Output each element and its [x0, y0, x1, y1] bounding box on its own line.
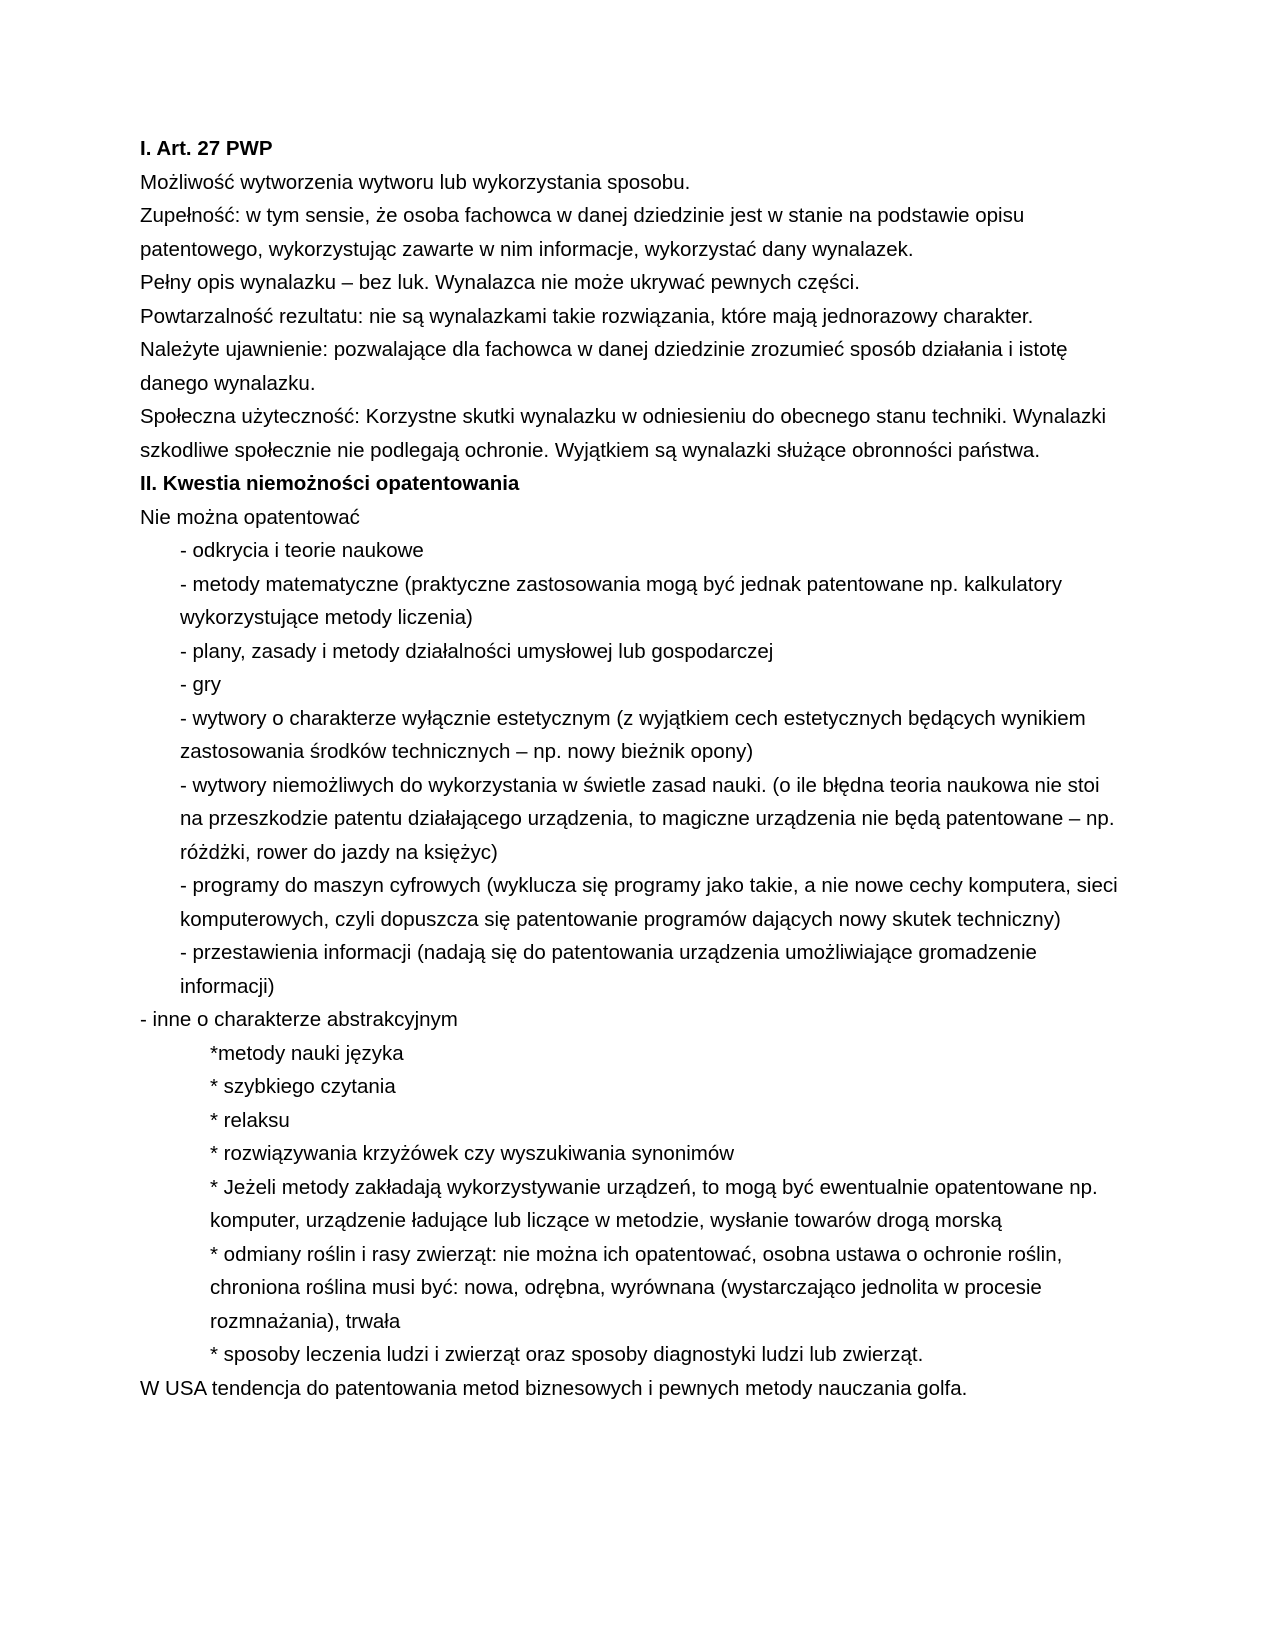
list-item: * relaksu [210, 1108, 290, 1132]
document-body [140, 132, 1125, 1405]
paragraph: Pełny opis wynalazku – bez luk. Wynalazca nie może ukrywać pewnych części. [140, 271, 860, 294]
list-item: * Jeżeli metody zakładają wykorzystywanie urządzeń, to mogą być ewentualnie opatentowane np. komputer, urządzenie ładujące lub liczące w metodzie, wysłanie towarów drogą morską [210, 1175, 1098, 1232]
list-item: *metody nauki języka [210, 1041, 404, 1065]
section-intro: Nie można opatentować [140, 505, 360, 529]
list-item: * odmiany roślin i rasy zwierząt: nie można ich opatentować, osobna ustawa o ochronie roślin, chroniona roślina musi być: nowa, odrębna, wyrównana (wystarczająco jednolita w procesie rozmnażania), trwała [210, 1242, 1063, 1333]
paragraph: Należyte ujawnienie: pozwalające dla fachowca w danej dziedzinie zrozumieć sposób działania i istotę danego wynalazku. [140, 338, 1068, 395]
list-item: - programy do maszyn cyfrowych (wyklucza się programy jako takie, a nie nowe cechy komputera, sieci komputerowych, czyli dopuszcza się patentowanie programów dających nowy skutek techniczny) [180, 874, 1118, 931]
paragraph: Zupełność: w tym sensie, że osoba fachowca w danej dziedzinie jest w stanie na podstawie opisu patentowego, wykorzystując zawarte w nim informacje, wykorzystać dany wynalazek. [140, 204, 1025, 261]
section-heading-1: I. Art. 27 PWP [140, 137, 273, 160]
paragraph: Powtarzalność rezultatu: nie są wynalazkami takie rozwiązania, które mają jednorazowy charakter. [140, 304, 1034, 328]
closing-paragraph: W USA tendencja do patentowania metod biznesowych i pewnych metody nauczania golfa. [140, 1376, 968, 1400]
list-item: * rozwiązywania krzyżówek czy wyszukiwania synonimów [210, 1142, 735, 1165]
list-item: - przestawienia informacji (nadają się do patentowania urządzenia umożliwiające gromadzenie informacji) [180, 941, 1037, 998]
list-item: - wytwory niemożliwych do wykorzystania w świetle zasad nauki. (o ile błędna teoria naukowa nie stoi na przeszkodzie patentu działającego urządzenia, to magiczne urządzenia nie będą patentowane – np. różdżki, rower do jazdy na księżyc) [180, 773, 1115, 864]
list-item: * szybkiego czytania [210, 1075, 396, 1098]
list-item: - gry [180, 673, 221, 696]
list-item: - metody matematyczne (praktyczne zastosowania mogą być jednak patentowane np. kalkulatory wykorzystujące metody liczenia) [180, 572, 1062, 629]
paragraph: Społeczna użyteczność: Korzystne skutki wynalazku w odniesieniu do obecnego stanu techniki. Wynalazki szkodliwe społecznie nie podlegają ochronie. Wyjątkiem są wynalazki służące obronności państwa. [140, 405, 1107, 462]
list-item: - inne o charakterze abstrakcyjnym [140, 1008, 458, 1031]
list-item: - odkrycia i teorie naukowe [180, 539, 424, 562]
list-item: - wytwory o charakterze wyłącznie estetycznym (z wyjątkiem cech estetycznych będących wynikiem zastosowania środków technicznych – np. nowy bieżnik opony) [180, 706, 1086, 763]
list-item: * sposoby leczenia ludzi i zwierząt oraz sposoby diagnostyki ludzi lub zwierząt. [210, 1343, 924, 1366]
section-heading-2: II. Kwestia niemożności opatentowania [140, 472, 520, 495]
paragraph: Możliwość wytworzenia wytworu lub wykorzystania sposobu. [140, 170, 691, 194]
list-item: - plany, zasady i metody działalności umysłowej lub gospodarczej [180, 639, 774, 663]
